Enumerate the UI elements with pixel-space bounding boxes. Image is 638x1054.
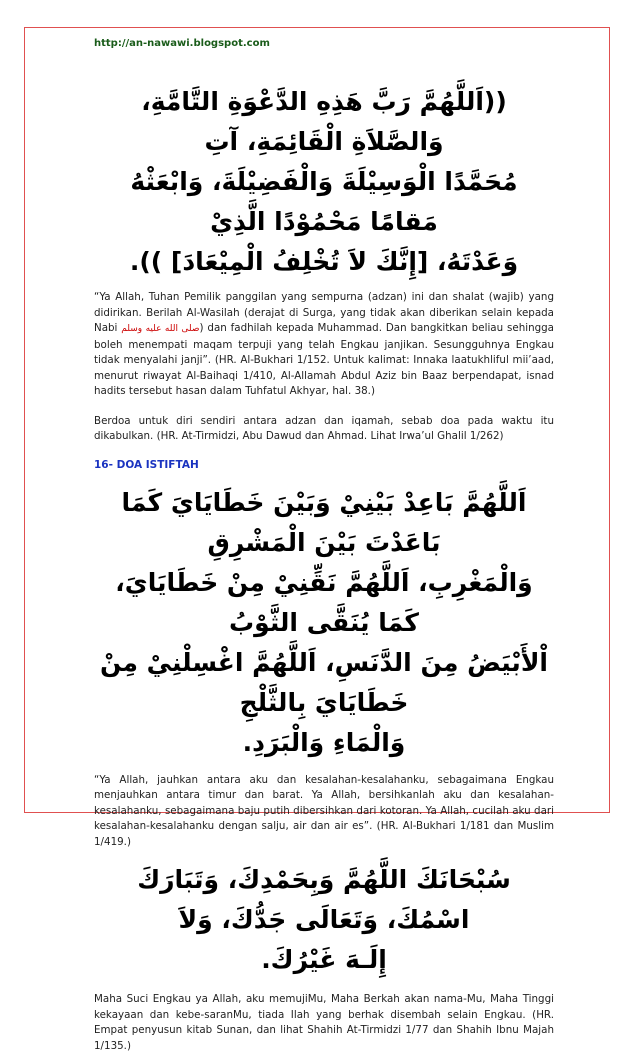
subhanaka-translation: Maha Suci Engkau ya Allah, aku memujiMu, Maha Berkah akan nama-Mu, Maha Tinggi kekayaan dan kebe-saranMu, tiada Ilah yang berhak disembah selain Engkau. (HR. Empat penyusun kitab Sunan, dan lihat Shahih At-Tirmidzi 1/77 dan Shahih Ibnu Majah 1/135.) xyxy=(94,993,554,1052)
arabic-line: اَللَّهُمَّ بَاعِدْ بَيْنِيْ وَبَيْنَ خَطَايَايَ كَمَا بَاعَدْتَ بَيْنَ الْمَشْرِقِ xyxy=(121,487,527,557)
blog-url[interactable]: http://an-nawawi.blogspot.com xyxy=(94,38,270,49)
arabic-line: سُبْحَانَكَ اللَّهُمَّ وَبِحَمْدِكَ، وَتَبَارَكَ اسْمُكَ، وَتَعَالَى جَدُّكَ، وَلاَ xyxy=(137,865,511,934)
istiftah-arabic xyxy=(94,483,554,763)
arabic-line: إِلَـهَ غَيْرُكَ. xyxy=(261,945,387,974)
subhanaka-arabic xyxy=(94,860,554,980)
adzan-note: Berdoa untuk diri sendiri antara adzan dan iqamah, sebab doa pada waktu itu dikabulkan. (HR. At-Tirmidzi, Abu Dawud dan Ahmad. Lihat Irwa’ul Ghalil 1/262) xyxy=(94,414,554,442)
arabic-line: وَعَدْتَهُ، [إِنَّكَ لاَ تُخْلِفُ الْمِيْعَادَ] )). xyxy=(129,247,519,276)
arabic-line: ((اَللَّهُمَّ رَبَّ هَذِهِ الدَّعْوَةِ التَّامَّةِ، وَالصَّلاَةِ الْقَائِمَةِ، آتِ xyxy=(141,87,507,156)
arabic-line: وَالْمَاءِ وَالْبَرَدِ. xyxy=(242,727,406,757)
salawat-text: صلى الله عليه وسلم xyxy=(121,324,200,334)
section-heading: 16- DOA ISTIFTAH xyxy=(94,458,199,471)
page-content xyxy=(94,70,554,1054)
adzan-translation: “Ya Allah, Tuhan Pemilik panggilan yang sempurna (adzan) ini dan shalat (wajib) yang didirikan. Berilah Al-Wasilah (derajat di Surga, yang tidak akan diberikan selain kepada Nabi صلى الله عليه وسلم) dan fadhilah kepada Muhammad. Dan bangkitkan beliau sehingga boleh menempati maqam terpuji yang telah Engkau janjikan. Sesungguhnya Engkau tidak menyalahi janji”. (HR. Al-Bukhari 1/152. Untuk kalimat: Innaka laatukhliful mii’aad, menurut riwayat Al-Baihaqi 1/410, Al-Allamah Abdul Aziz bin Baaz berpendapat, isnad hadits tersebut hasan dalam Tuhfatul Akhyar, hal. 38.) xyxy=(94,291,554,397)
arabic-line: وَالْمَغْرِبِ، اَللَّهُمَّ نَقِّنِيْ مِنْ خَطَايَايَ، كَمَا يُنَقَّى الثَّوْبُ xyxy=(115,567,533,637)
adzan-arabic xyxy=(94,82,554,282)
arabic-line: اْلأَبْيَضُ مِنَ الدَّنَسِ، اَللَّهُمَّ اغْسِلْنِيْ مِنْ خَطَايَايَ بِالثَّلْجِ xyxy=(99,647,549,717)
arabic-line: مُحَمَّدًا الْوَسِيْلَةَ وَالْفَضِيْلَةَ، وَابْعَثْهُ مَقامًا مَحْمُوْدًا الَّذِيْ xyxy=(130,167,518,236)
istiftah-translation: “Ya Allah, jauhkan antara aku dan kesalahan-kesalahanku, sebagaimana Engkau menjauhkan antara timur dan barat. Ya Allah, bersihkanlah aku dan kesalahan-kesalahanku, sebagaimana baju putih dibersihkan dari kotoran. Ya Allah, cucilah aku dari kesalahan-kesalahanku dengan salju, air dan air es”. (HR. Al-Bukhari 1/181 dan Muslim 1/419.) xyxy=(94,773,554,848)
